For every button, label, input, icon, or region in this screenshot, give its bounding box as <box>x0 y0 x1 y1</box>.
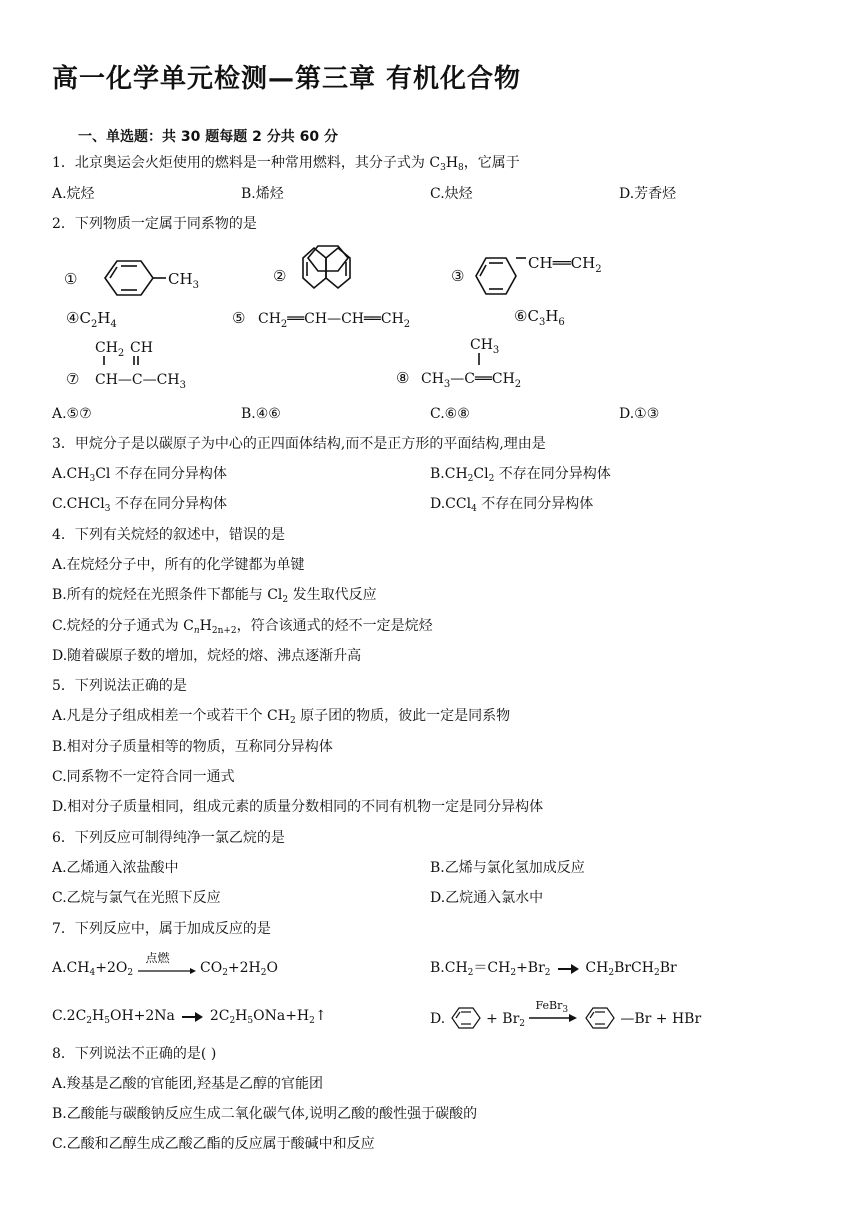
structure-label-6: $⑥C_3H_6$ <box>514 307 565 328</box>
q5-option-a: A.凡是分子组成相差一个或若干个 $CH_2$ 原子团的物质，彼此一定是同系物 <box>52 708 511 726</box>
svg-text:CH3—C══CH2: $CH_3—C══CH_2$ <box>421 371 522 390</box>
question-7-stem: 7．下列反应中，属于加成反应的是 <box>52 921 271 937</box>
structure-formulas-diagram <box>0 238 860 398</box>
q7-option-a: $A.CH_4+2O_2$ 点燃 $CO_2+2H_2O$ <box>52 951 278 978</box>
svg-text:CH2: $CH_2$ <box>95 340 125 359</box>
q5-option-c: C.同系物不一定符合同一通式 <box>52 769 235 785</box>
q8-option-c: C.乙酸和乙醇生成乙酸乙酯的反应属于酸碱中和反应 <box>52 1136 375 1152</box>
structure-label-4: $④C_2H_4$ <box>66 309 117 330</box>
svg-text:CH3: $CH_3$ <box>470 337 500 356</box>
page-title: 高一化学单元检测—第三章 有机化合物 <box>52 64 522 94</box>
structure-label-1: ① <box>64 270 78 288</box>
reaction-arrow <box>555 958 581 978</box>
structure-label-3: ③ <box>451 267 465 285</box>
q4-option-a: A.在烷烃分子中，所有的化学键都为单键 <box>52 557 305 573</box>
question-1-stem: 1．北京奥运会火炬使用的燃料是一种常用燃料，其分子式为 $C_3H_8$，它属于 <box>52 155 520 173</box>
q6-option-b: B.乙烯与氯化氢加成反应 <box>430 860 585 876</box>
question-6-stem: 6．下列反应可制得纯净一氯乙烷的是 <box>52 830 285 846</box>
question-4-stem: 4．下列有关烷烃的叙述中，错误的是 <box>52 527 285 543</box>
q7-option-c: $C.2C_2H_5OH+2Na$ $2C_2H_5ONa+H_2↑$ <box>52 1008 327 1026</box>
question-3-stem: 3．甲烷分子是以碳原子为中心的正四面体结构,而不是正方形的平面结构,理由是 <box>52 436 546 452</box>
reaction-arrow-ignite: 点燃 <box>138 958 196 978</box>
q2-option-d: D.①③ <box>619 406 660 422</box>
q3-option-d: D.CCl$_4$ 不存在同分异构体 <box>430 496 594 514</box>
q5-option-b: B.相对分子质量相等的物质，互称同分异构体 <box>52 739 333 755</box>
q1-option-d: D.芳香烃 <box>619 186 677 202</box>
q2-option-c: C.⑥⑧ <box>430 406 470 422</box>
question-5-stem: 5．下列说法正确的是 <box>52 678 187 694</box>
question-8-stem: 8．下列说法不正确的是( ) <box>52 1046 217 1062</box>
q6-option-d: D.乙烷通入氯水中 <box>430 890 544 906</box>
structure-label-5: ⑤ <box>232 309 246 327</box>
q4-option-b: B.所有的烷烃在光照条件下都能与 $Cl_2$ 发生取代反应 <box>52 587 377 605</box>
structure-label-2: ② <box>273 267 287 285</box>
q1-option-a: A.烷烃 <box>52 186 95 202</box>
q3-option-a: $A.CH_3Cl$ 不存在同分异构体 <box>52 466 227 484</box>
q1-option-c: C.炔烃 <box>430 186 473 202</box>
q8-option-b: B.乙酸能与碳酸钠反应生成二氧化碳气体,说明乙酸的酸性强于碳酸的 <box>52 1106 478 1122</box>
section-header: 一、单选题：共 30 题每题 2 分共 60 分 <box>78 129 338 145</box>
reaction-arrow <box>179 1006 205 1026</box>
q1-option-b: B.烯烃 <box>241 186 284 202</box>
q7-option-b: $B.CH_2=CH_2+Br_2$ $CH_2BrCH_2Br$ <box>430 960 677 978</box>
q3-option-c: C.CHCl$_3$ 不存在同分异构体 <box>52 496 227 514</box>
q6-option-c: C.乙烷与氯气在光照下反应 <box>52 890 221 906</box>
benzene-ring-icon <box>584 1006 616 1030</box>
structure-label-8: ⑧ <box>396 369 410 387</box>
q5-option-d: D.相对分子质量相同，组成元素的质量分数相同的不同有机物一定是同分异构体 <box>52 799 544 815</box>
svg-text:CH══CH2: $CH══CH_2$ <box>528 254 602 275</box>
q4-option-d: D.随着碳原子数的增加，烷烃的熔、沸点逐渐升高 <box>52 648 362 664</box>
svg-text:CH2══CH—CH══CH2: $CH_2══CH—CH══CH_2$ <box>258 311 411 330</box>
benzene-ring-icon <box>450 1006 482 1030</box>
svg-text:CH3: $CH_3$ <box>168 270 199 291</box>
structure-label-7: ⑦ <box>66 370 80 388</box>
question-2-stem: 2．下列物质一定属于同系物的是 <box>52 216 257 232</box>
q4-option-c: C.烷烃的分子通式为 $C_nH_{2n+2}$，符合该通式的烃不一定是烷烃 <box>52 618 433 636</box>
reaction-arrow-catalyst: FeBr$_3$ <box>529 1006 579 1026</box>
q3-option-b: $B.CH_2Cl_2$ 不存在同分异构体 <box>430 466 611 484</box>
q2-option-b: B.④⑥ <box>241 406 281 422</box>
svg-text:CH—C—CH3: $CH—C—CH_3$ <box>95 372 186 391</box>
svg-text:CH: CH <box>130 340 153 356</box>
q2-option-a: A.⑤⑦ <box>52 406 92 422</box>
q6-option-a: A.乙烯通入浓盐酸中 <box>52 860 179 876</box>
q7-option-d: D. + $Br_2$ FeBr$_3$ —Br + HBr <box>430 999 702 1029</box>
q8-option-a: A.羧基是乙酸的官能团,羟基是乙醇的官能团 <box>52 1076 324 1092</box>
